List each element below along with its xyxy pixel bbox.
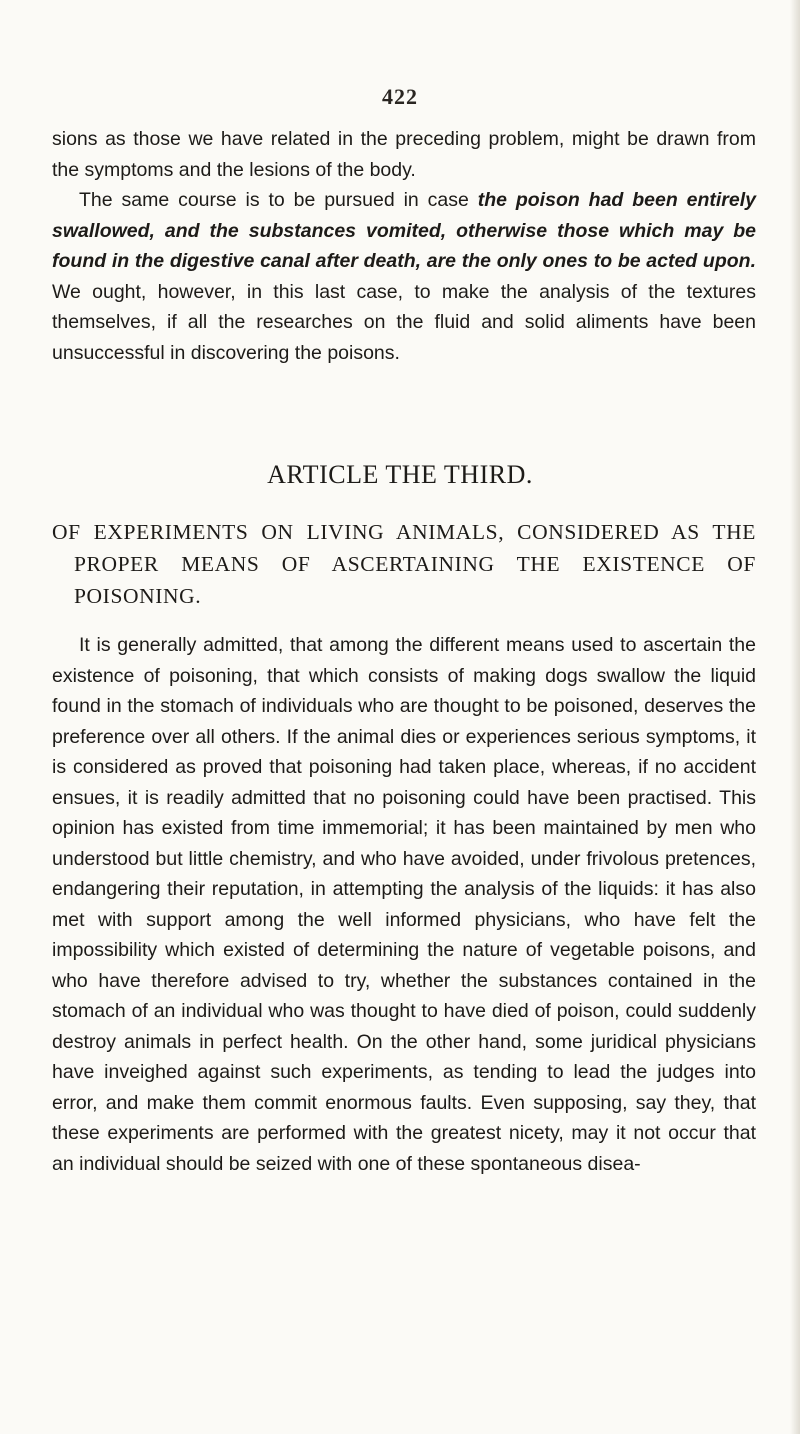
intro-paragraph-continuation: sions as those we have related in the preceding problem, might be drawn from the symptoms and the lesions of the body. — [52, 128, 756, 181]
article-heading: ARTICLE THE THIRD. — [267, 460, 533, 489]
section-heading: OF EXPERIMENTS ON LIVING ANIMALS, CONSIDERED AS THE PROPER MEANS OF ASCERTAINING THE EXISTENCE OF POISONING. — [52, 520, 756, 608]
intro-text — [52, 124, 756, 368]
page-edge-shadow — [790, 0, 800, 1434]
intro-p2-start: The same course is to be pursued in case — [79, 189, 478, 211]
body-text — [52, 630, 756, 1179]
intro-paragraph-2 — [52, 185, 756, 368]
page-number: 422 — [382, 84, 418, 109]
body-paragraph: It is generally admitted, that among the different means used to ascertain the existence of poisoning, that which consists of making dogs swallow the liquid found in the stomach of individuals who are thought to be poisoned, deserves the preference over all others. If the animal dies or experiences serious symptoms, it is considered as proved that poisoning had taken place, whereas, if no accident ensues, it is readily admitted that no poisoning could have been practised. This opinion has existed from time immemorial; it has been maintained by men who understood but little chemistry, and who have avoided, under frivolous pretences, endangering their reputation, in attempting the analysis of the liquids: it has also met with support among the well informed physicians, who have felt the impossibility which existed of determining the nature of vegetable poisons, and who have therefore advised to try, whether the substances contained in the stomach of an individual who was thought to have died of poison, could suddenly destroy animals in perfect health. On the other hand, some juridical physicians have inveighed against such experiments, as tending to lead the judges into error, and make them commit enormous faults. Even supposing, say they, that these experiments are performed with the greatest nicety, may it not occur that an individual should be seized with one of these spontaneous disea- — [52, 634, 756, 1175]
intro-p2-end: We ought, however, in this last case, to make the analysis of the textures themselves, if all the researches on the fluid and solid aliments have been unsuccessful in discovering the poisons. — [52, 280, 756, 364]
intro-p2-italic: the poison had been entirely swallowed, and the substances vomited, otherwise those which may be found in the digestive canal after death, are the only ones to be acted upon. — [52, 189, 756, 272]
